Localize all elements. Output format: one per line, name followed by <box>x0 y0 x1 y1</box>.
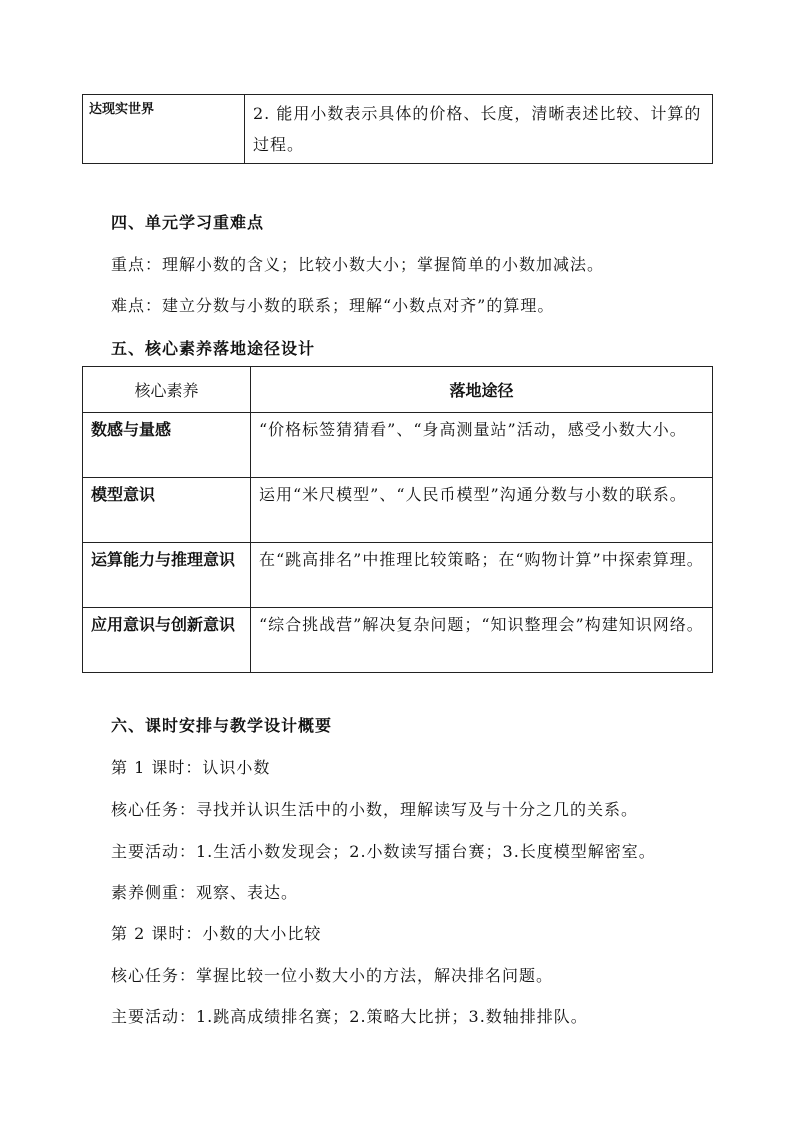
literacy-name-cell: 应用意识与创新意识 <box>83 608 251 673</box>
literacy-name-cell: 模型意识 <box>83 478 251 543</box>
table-row <box>83 543 713 608</box>
table-header-row <box>83 367 713 413</box>
key-points-text: 重点：理解小数的含义；比较小数大小；掌握简单的小数加减法。 <box>111 255 605 274</box>
lesson-title: 第 1 课时：认识小数 <box>111 758 271 777</box>
goal-category-cell: 达现实世界 <box>83 95 245 164</box>
goals-table-continued <box>82 94 713 164</box>
approach-cell: 运用“米尺模型”、“人民币模型”沟通分数与小数的联系。 <box>251 478 713 543</box>
column-header: 落地途径 <box>251 367 713 413</box>
table-row <box>83 478 713 543</box>
section-heading: 四、单元学习重难点 <box>111 213 265 232</box>
approach-cell: “综合挑战营”解决复杂问题；“知识整理会”构建知识网络。 <box>251 608 713 673</box>
table-row <box>83 95 713 164</box>
approach-cell: “价格标签猜猜看”、“身高测量站”活动，感受小数大小。 <box>251 413 713 478</box>
lesson-core-task: 核心任务：寻找并认识生活中的小数，理解读写及与十分之几的关系。 <box>111 800 639 819</box>
core-literacy-table <box>82 366 713 673</box>
lesson-activities: 主要活动：1.生活小数发现会；2.小数读写擂台赛；3.长度模型解密室。 <box>111 842 656 861</box>
table-row <box>83 413 713 478</box>
lesson-title: 第 2 课时：小数的大小比较 <box>111 924 322 943</box>
table-row <box>83 608 713 673</box>
lesson-activities: 主要活动：1.跳高成绩排名赛；2.策略大比拼；3.数轴排排队。 <box>111 1007 588 1026</box>
lesson-core-task: 核心任务：掌握比较一位小数大小的方法，解决排名问题。 <box>111 966 554 985</box>
difficulties-text: 难点：建立分数与小数的联系；理解“小数点对齐”的算理。 <box>111 296 555 315</box>
literacy-name-cell: 数感与量感 <box>83 413 251 478</box>
column-header: 核心素养 <box>83 367 251 413</box>
goal-description-cell: 2. 能用小数表示具体的价格、长度，清晰表述比较、计算的过程。 <box>245 95 713 164</box>
section-heading: 五、核心素养落地途径设计 <box>111 339 316 358</box>
approach-cell: 在“跳高排名”中推理比较策略；在“购物计算”中探索算理。 <box>251 543 713 608</box>
literacy-name-cell: 运算能力与推理意识 <box>83 543 251 608</box>
lesson-focus: 素养侧重：观察、表达。 <box>111 883 299 902</box>
section-heading: 六、课时安排与教学设计概要 <box>111 716 333 735</box>
